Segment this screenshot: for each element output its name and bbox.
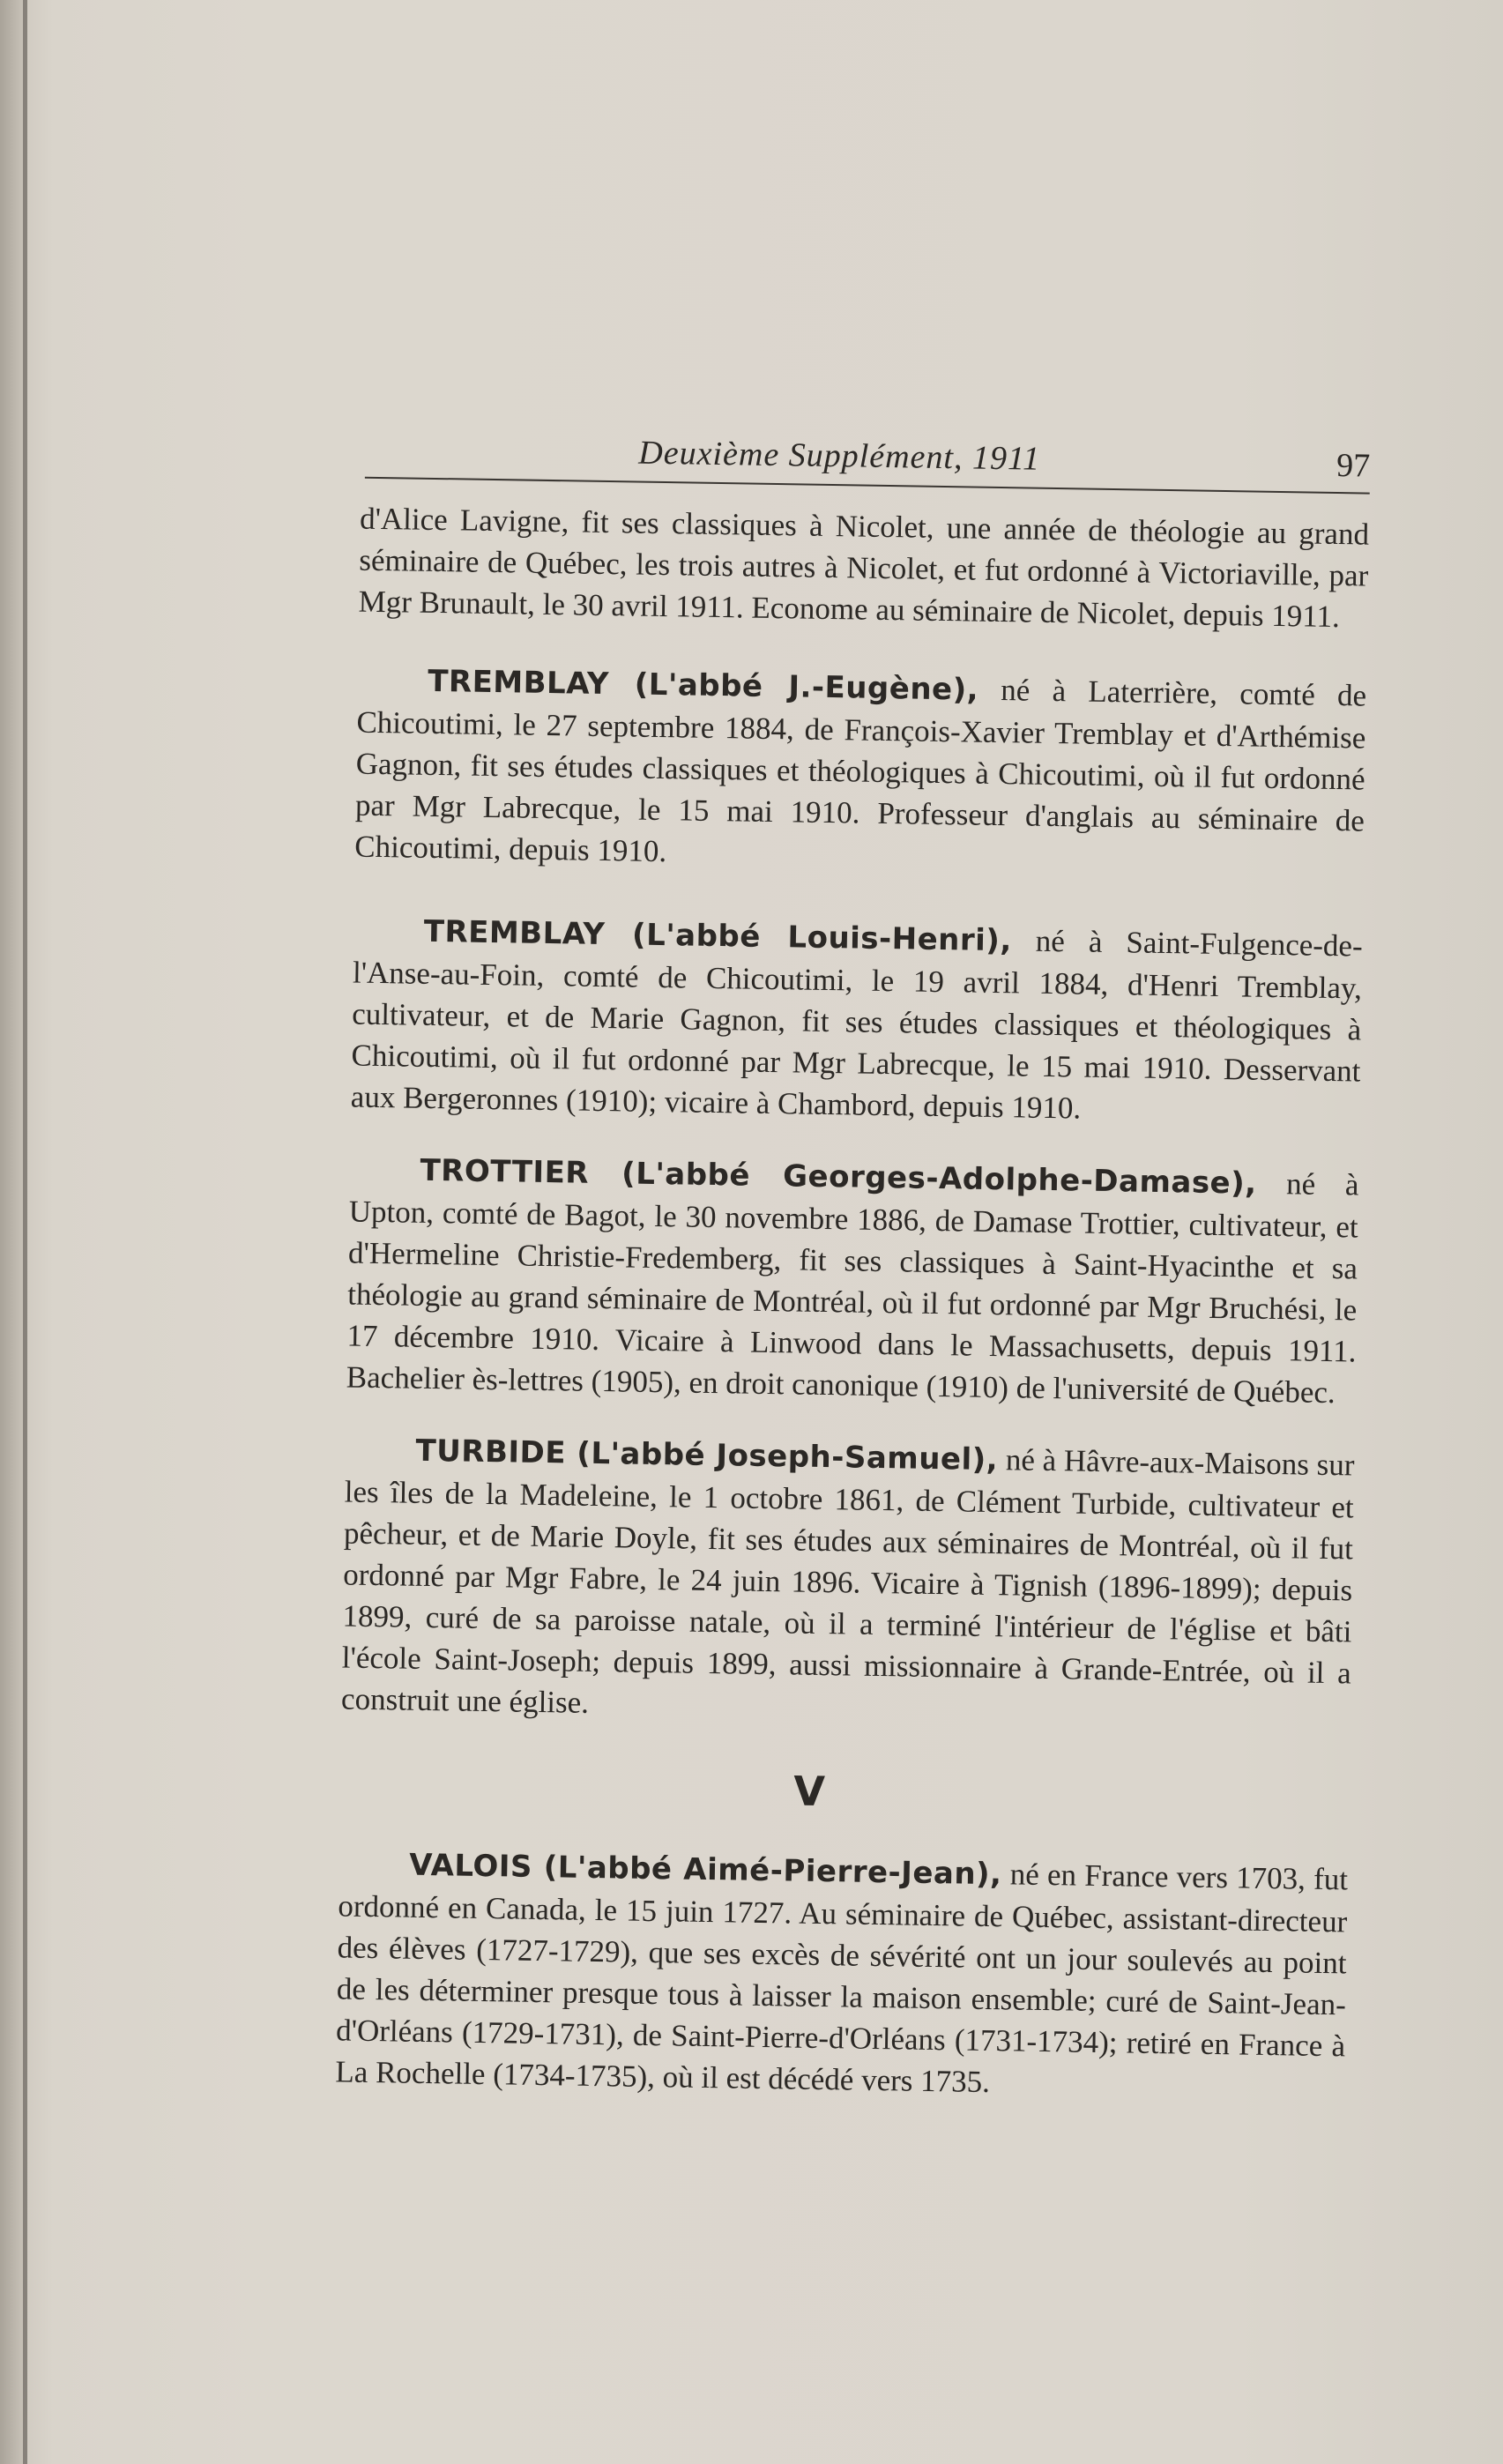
entry-name: TREMBLAY (L'abbé J.-Eugène), xyxy=(427,663,979,708)
entry-text: né à Saint-Fulgence-de-l'Anse-au-Foin, comté de Chicoutimi, le 19 avril 1884, d'Henri Tremblay, cultivateur, et de Marie Gagnon, fit ses études classiques et théologiques à Chicoutimi, où il fut ordonné par Mgr Labrecque, le 15 mai 1910. Desservant aux Bergeronnes (1910); vicaire à Chambord, depuis 1910. xyxy=(350,923,1363,1126)
entry-tremblay-j-eugene xyxy=(354,659,1367,883)
entry-trottier xyxy=(346,1149,1358,1414)
entry-name: TREMBLAY (L'abbé Louis-Henri), xyxy=(423,913,1013,959)
entry-text: né à Hâvre-aux-Maisons sur les îles de la Madeleine, le 1 octobre 1861, de Clément Turbide, cultivateur et pêcheur, et de Marie Doyle, fit ses études aux séminaires de Montréal, où il fut ordonné par Mgr Fabre, le 24 juin 1896. Vicaire à Tignish (1896-1899); depuis 1899, curé de sa paroisse natale, où il a terminé l'intérieur de l'église et bâti l'école Saint-Joseph; depuis 1899, aussi missionnaire à Grande-Entrée, où il a construit une église. xyxy=(340,1442,1355,1720)
page-header xyxy=(365,415,1371,495)
entry-name: VALOIS (L'abbé Aimé-Pierre-Jean), xyxy=(408,1847,1002,1893)
entry-valois xyxy=(335,1842,1348,2108)
entry-tremblay-louis-henri xyxy=(350,910,1363,1134)
page-number: 97 xyxy=(1336,447,1371,485)
entry-name: TURBIDE (L'abbé Joseph-Samuel), xyxy=(415,1433,999,1478)
entry-text: né à Upton, comté de Bagot, le 30 novembre 1886, de Damase Trottier, cultivateur, et d'Hermeline Christie-Fredemberg, fit ses classiques à Saint-Hyacinthe et sa théologie au grand séminaire de Montréal, où il fut ordonné par Mgr Bruchési, le 17 décembre 1910. Vicaire à Linwood dans le Massachusetts, depuis 1911. Bachelier ès-lettres (1905), en droit canonique (1910) de l'université de Québec. xyxy=(346,1165,1359,1411)
entry-text: né en France vers 1703, fut ordonné en Canada, le 15 juin 1727. Au séminaire de Québec, assistant-directeur des élèves (1727-1729), que ses excès de sévérité ont un jour soulevés au point de les déterminer presque tous à laisser la maison ensemble; curé de Saint-Jean-d'Orléans (1729-1731), de Saint-Pierre-d'Orléans (1731-1734); retiré en France à La Rochelle (1734-1735), où il est décédé vers 1735. xyxy=(335,1857,1349,2100)
section-letter: V xyxy=(792,1767,826,1816)
entry-turbide xyxy=(341,1428,1355,1735)
binding-edge xyxy=(23,0,27,2464)
entry-text: d'Alice Lavigne, fit ses classiques à Nicolet, une année de théologie au grand séminaire de Québec, les trois autres à Nicolet, et fut ordonné à Victoriaville, par Mgr Brunault, le 30 avril 1911. Econome au séminaire de Nicolet, depuis 1911. xyxy=(358,501,1370,635)
entry-continuation xyxy=(358,498,1369,638)
entry-text: né à Laterrière, comté de Chicoutimi, le 27 septembre 1884, de François-Xavier Tremblay et d'Arthémise Gagnon, fit ses études classiques et théologiques à Chicoutimi, où il fut ordonné par Mgr Labrecque, le 15 mai 1910. Professeur d'anglais au séminaire de Chicoutimi, depuis 1910. xyxy=(354,672,1367,869)
book-gutter xyxy=(0,0,23,2464)
entry-name: TROTTIER (L'abbé Georges-Adolphe-Damase), xyxy=(420,1152,1257,1202)
running-head: Deuxième Supplément, 1911 xyxy=(638,434,1041,478)
page-content xyxy=(300,414,1384,2140)
